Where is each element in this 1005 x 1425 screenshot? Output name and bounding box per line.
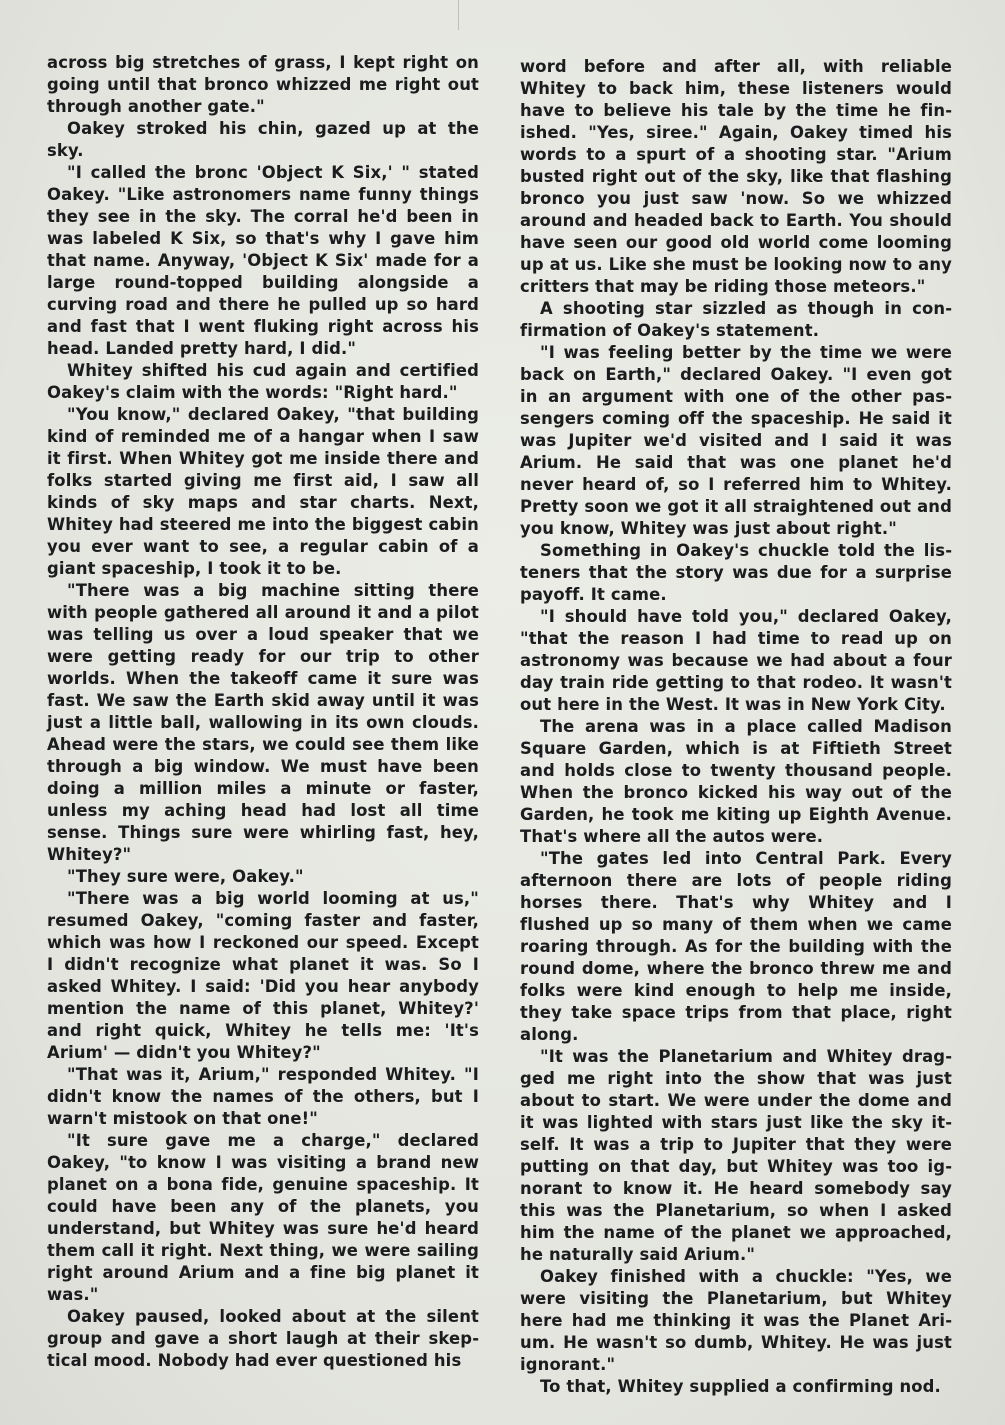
left-column (47, 52, 479, 1372)
paragraph: "I should have told you," declared Oakey, "that the reason I had time to read up on astronomy was because we had about a four day train ride getting to that rodeo. It wasn't out here in the West. It was in New York City. (520, 607, 952, 714)
paragraph: Oakey finished with a chuckle: "Yes, we were visiting the Planetarium, but Whitey here had me thinking it was the Planet Arium. He wasn't so dumb, Whitey. He was just ignorant." (520, 1267, 952, 1374)
paragraph: "There was a big world looming at us," resumed Oakey, "coming faster and faster, which was how I reckoned our speed. Except I didn't recognize what planet it was. So I asked Whitey. I said: 'Did you hear anybody mention the name of this planet, Whitey?' and right quick, Whitey he tells me: 'It's Arium' — didn't you Whitey?" (47, 889, 479, 1062)
margin-mark (458, 0, 459, 30)
paragraph: "That was it, Arium," responded Whitey. "I didn't know the names of the others, but I warn't mistook on that one!" (47, 1065, 479, 1128)
paragraph: The arena was in a place called Madison Square Garden, which is at Fiftieth Street and holds close to twenty thousand people. When the bronco kicked his way out of the Garden, he took me kiting up Eighth Avenue. That's where all the autos were. (520, 717, 952, 846)
paragraph: "There was a big machine sitting there with people gathered all around it and a pilot was telling us over a loud speaker that we were getting ready for our trip to other worlds. When the takeoff came it sure was fast. We saw the Earth skid away until it was just a little ball, wallowing in its own clouds. Ahead were the stars, we could see them like through a big window. We must have been doing a million miles a minute or faster, unless my aching head had lost all time sense. Things sure were whirling fast, hey, Whitey?" (47, 581, 479, 864)
paragraph: Oakey stroked his chin, gazed up at the sky. (47, 119, 479, 160)
paragraph: across big stretches of grass, I kept right on going until that bronco whizzed me right out through another gate." (47, 53, 479, 116)
paragraph: "It sure gave me a charge," declared Oakey, "to know I was visiting a brand new planet on a bona fide, genuine spaceship. It could have been any of the planets, you understand, but Whitey was sure he'd heard them call it right. Next thing, we were sailing right around Arium and a fine big planet it was." (47, 1131, 479, 1304)
paragraph: "The gates led into Central Park. Every afternoon there are lots of people riding horses there. That's why Whitey and I flushed up so many of them when we came roaring through. As for the building with the round dome, where the bronco threw me and folks were kind enough to help me inside, they take space trips from that place, right along. (520, 849, 952, 1044)
paragraph: "You know," declared Oakey, "that building kind of reminded me of a hangar when I saw it first. When Whitey got me inside there and folks started giving me first aid, I saw all kinds of sky maps and star charts. Next, Whitey had steered me into the biggest cabin you ever want to see, a regular cabin of a giant spaceship, I took it to be. (47, 405, 479, 578)
paragraph: "It was the Planetarium and Whitey dragged me right into the show that was just about to start. We were under the dome and it was lighted with stars just like the sky itself. It was a trip to Jupiter that they were putting on that day, but Whitey was too ignorant to know it. He heard somebody say this was the Planetarium, so when I asked him the name of the planet we approached, he naturally said Arium." (520, 1047, 952, 1264)
paragraph: Whitey shifted his cud again and certified Oakey's claim with the words: "Right hard." (47, 361, 479, 402)
paragraph: Oakey paused, looked about at the silent group and gave a short laugh at their skeptical mood. Nobody had ever questioned his (47, 1307, 479, 1370)
paragraph: To that, Whitey supplied a confirming nod. (540, 1377, 941, 1396)
paragraph: "I was feeling better by the time we were back on Earth," declared Oakey. "I even got in an argument with one of the other passengers coming off the spaceship. He said it was Jupiter we'd visited and I said it was Arium. He said that was one planet he'd never heard of, so I referred him to Whitey. Pretty soon we got it all straightened out and you know, Whitey was just about right." (520, 343, 952, 538)
paragraph: word before and after all, with reliable Whitey to back him, these listeners would have to believe his tale by the time he finished. "Yes, siree." Again, Oakey timed his words to a spurt of a shooting star. "Arium busted right out of the sky, like that flashing bronco you just saw 'now. So we whizzed around and headed back to Earth. You should have seen our good old world come looming up at us. Like she must be looking now to any critters that may be riding those meteors." (520, 57, 952, 296)
paragraph: Something in Oakey's chuckle told the listeners that the story was due for a surprise payoff. It came. (520, 541, 952, 604)
paragraph: "They sure were, Oakey." (67, 867, 304, 886)
paragraph: A shooting star sizzled as though in confirmation of Oakey's statement. (520, 299, 952, 340)
paragraph: "I called the bronc 'Object K Six,' " stated Oakey. "Like astronomers name funny things they see in the sky. The corral he'd been in was labeled K Six, so that's why I gave him that name. Anyway, 'Object K Six' made for a large round-topped building alongside a curving road and there he pulled up so hard and fast that I went fluking right across his head. Landed pretty hard, I did." (47, 163, 479, 358)
right-column (520, 56, 952, 1398)
